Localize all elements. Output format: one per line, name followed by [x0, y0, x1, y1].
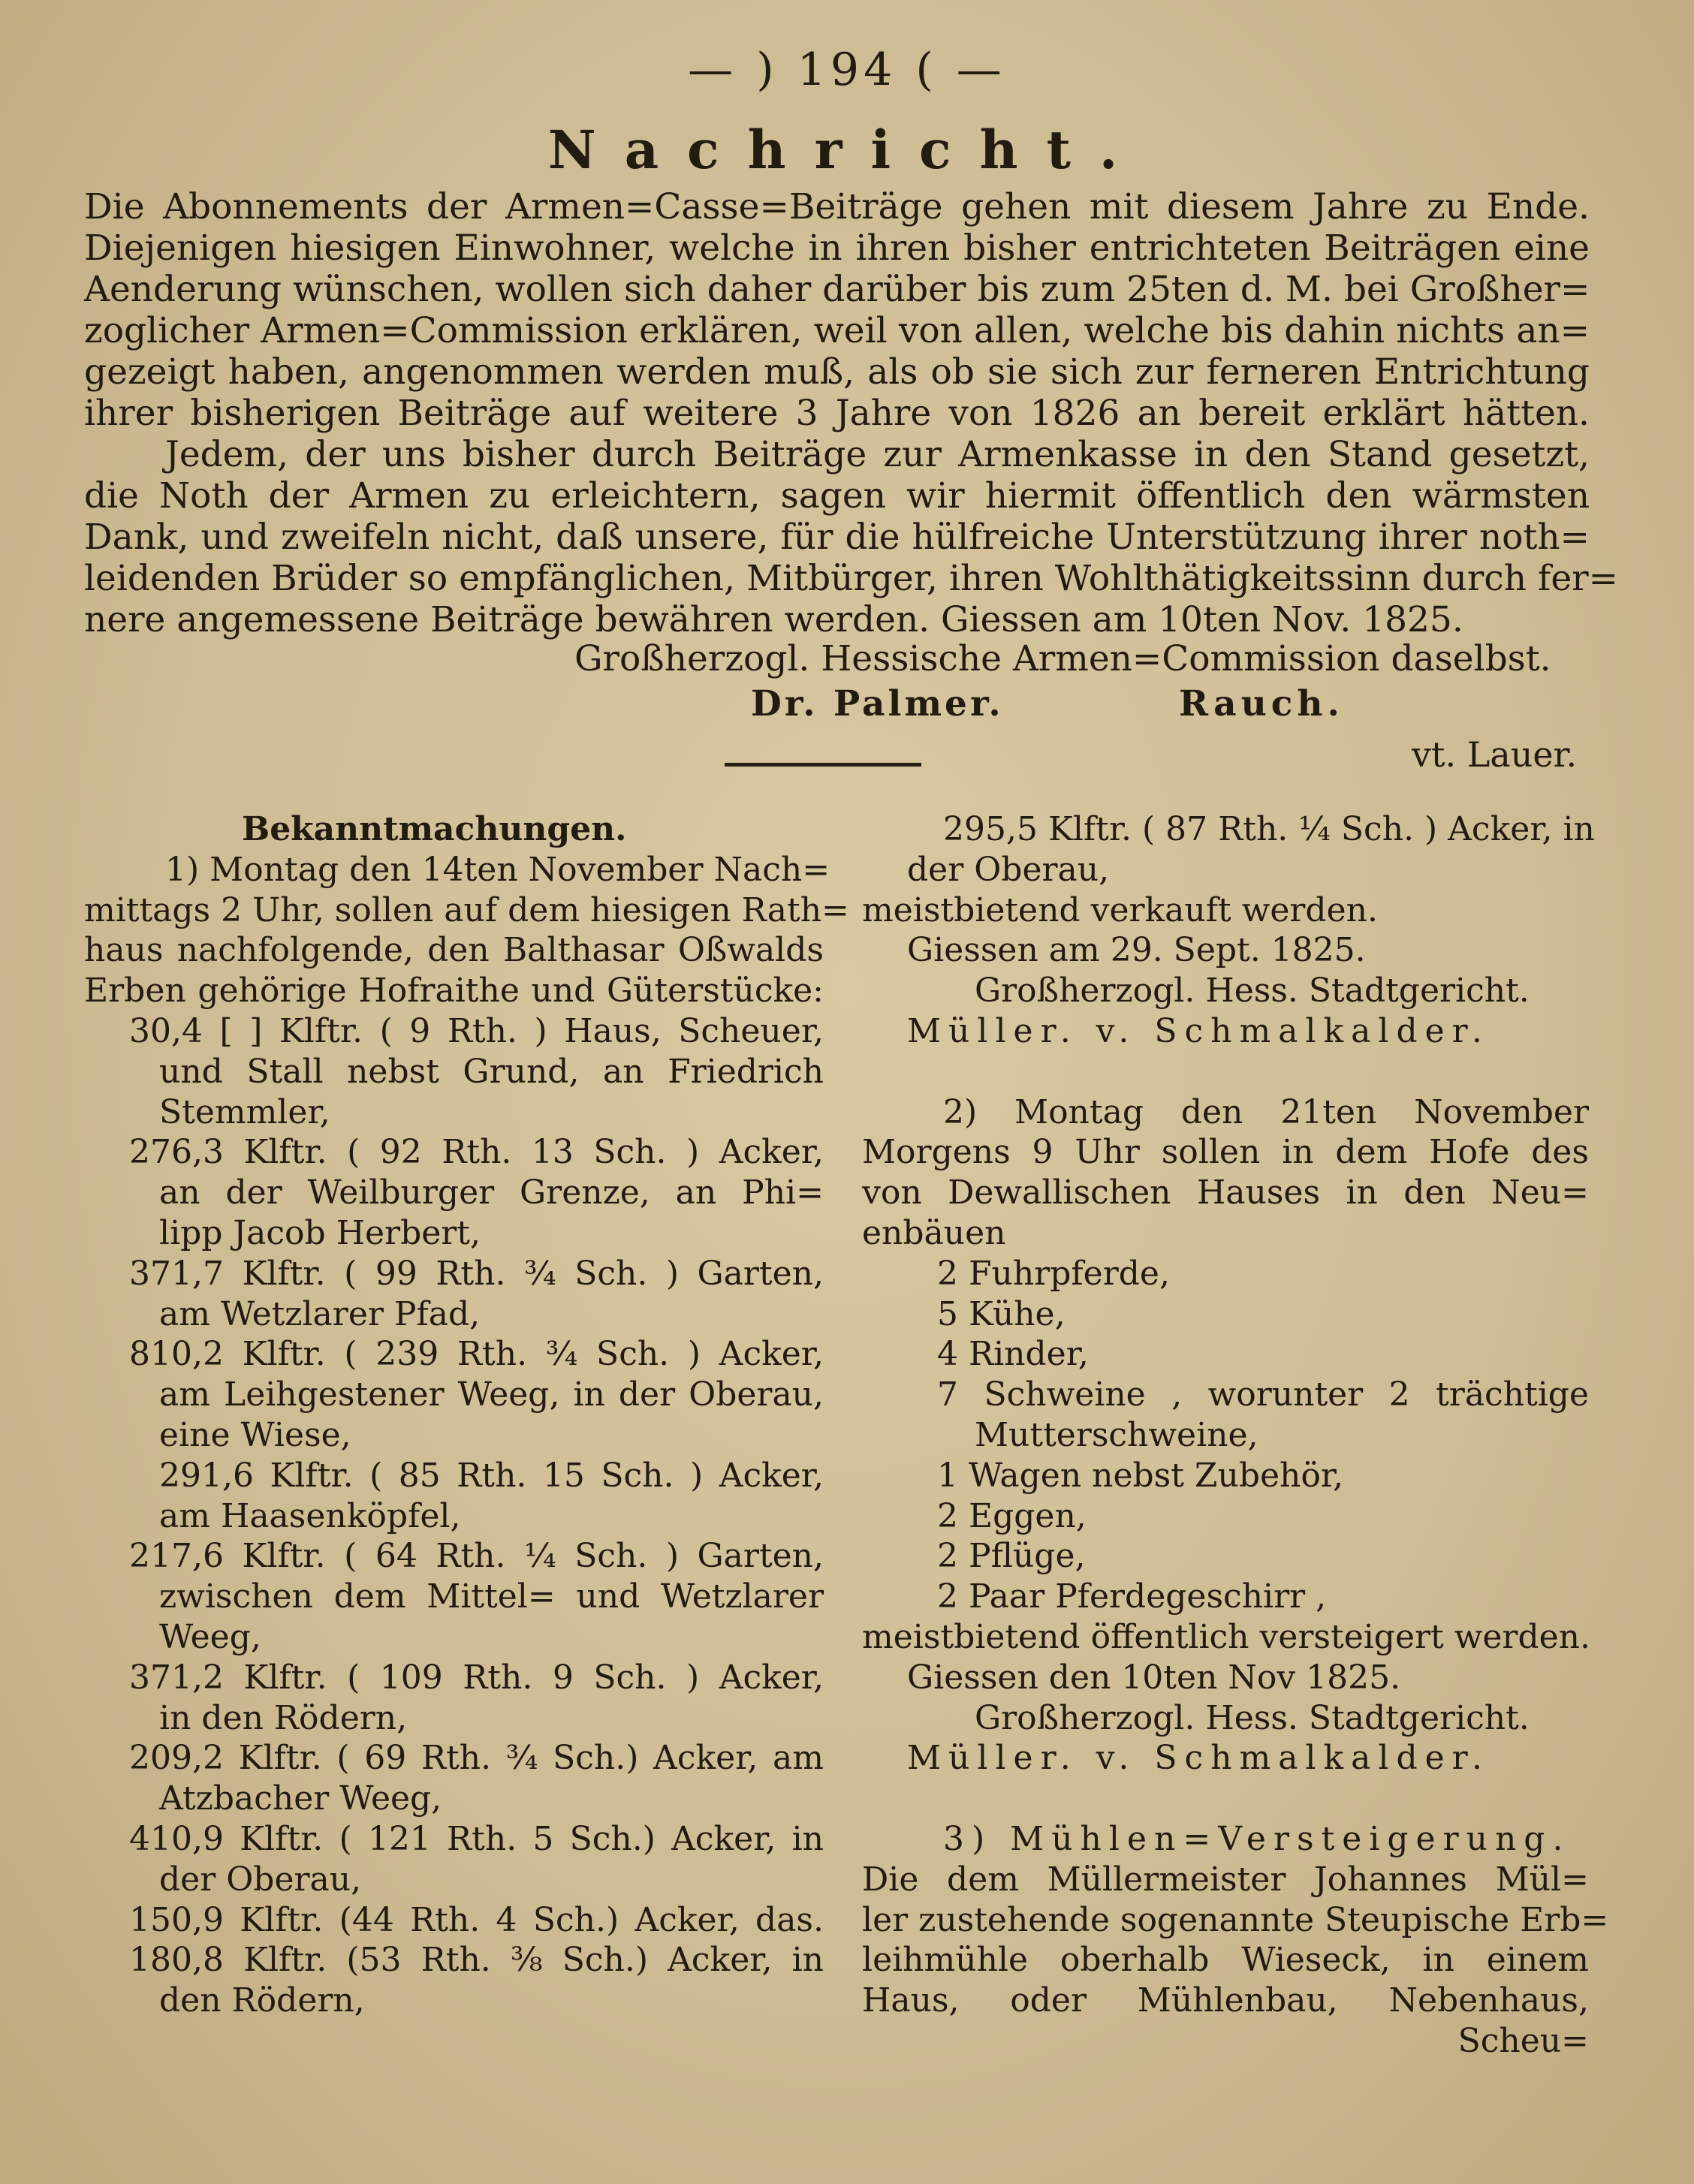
list-item: 1 Wagen nebst Zubehör, — [937, 1456, 1344, 1495]
signer-palmer: Dr. Palmer. — [751, 683, 1004, 724]
notice-line: gezeigt haben, angenommen werden muß, als ob sie sich zur ferneren Entrichtung — [84, 351, 1590, 393]
text-line: Scheu= — [1457, 2021, 1589, 2060]
notice-line: die Noth der Armen zu erleichtern, sagen wir hiermit öffentlich den wärmsten — [84, 475, 1590, 517]
text-line: Erben gehörige Hofraithe und Güterstücke: — [84, 972, 824, 1011]
notice-line: nere angemessene Beiträge bewähren werden. Giessen am 10ten Nov. 1825. — [84, 599, 1463, 640]
text-line: Die dem Müllermeister Johannes Mül= — [862, 1860, 1589, 1899]
notice-line: Dank, und zweifeln nicht, daß unsere, für die hülfreiche Unterstützung ihrer noth= — [84, 517, 1590, 558]
text-line: 150,9 Klftr. (44 Rth. 4 Sch.) Acker, das. — [129, 1900, 824, 1939]
court-signers: Müller. v. Schmalkalder. — [907, 1011, 1490, 1050]
court-name: Großherzogl. Hess. Stadtgericht. — [975, 1698, 1530, 1737]
text-line: 371,2 Klftr. ( 109 Rth. 9 Sch. ) Acker, — [129, 1658, 824, 1697]
notice-line: leidenden Brüder so empfänglichen, Mitbürger, ihren Wohlthätigkeitssinn durch fer= — [84, 558, 1618, 599]
text-line: haus nachfolgende, den Balthasar Oßwalds — [84, 931, 824, 970]
list-item: 2 Pflüge, — [937, 1537, 1086, 1576]
text-line: am Leihgestener Weeg, in der Oberau, — [159, 1375, 824, 1414]
text-line: Giessen den 10ten Nov 1825. — [907, 1658, 1401, 1697]
court-signers: Müller. v. Schmalkalder. — [907, 1739, 1490, 1778]
text-line: an der Weilburger Grenze, an Phi= — [159, 1173, 824, 1212]
text-line: Weeg, — [159, 1617, 261, 1656]
notice-line: Jedem, der uns bisher durch Beiträge zur Armenkasse in den Stand gesetzt, — [165, 434, 1590, 475]
text-line: Atzbacher Weeg, — [159, 1779, 442, 1818]
section-heading: Bekanntmachungen. — [242, 810, 627, 848]
page-number: — ) 194 ( — — [688, 44, 1006, 96]
text-line: am Wetzlarer Pfad, — [159, 1294, 481, 1333]
signature-office: Großherzogl. Hessische Armen=Commission daselbst. — [574, 638, 1551, 679]
text-line: ler zustehende sogenannte Steupische Erb= — [862, 1900, 1609, 1939]
text-line: 30,4 [ ] Klftr. ( 9 Rth. ) Haus, Scheuer, — [129, 1011, 824, 1050]
text-line: meistbietend öffentlich versteigert werden. — [862, 1617, 1590, 1656]
list-item: 2 Paar Pferdegeschirr , — [937, 1577, 1327, 1616]
text-line: 1) Montag den 14ten November Nach= — [165, 850, 830, 889]
list-item: 4 Rinder, — [937, 1335, 1089, 1374]
list-item: Mutterschweine, — [975, 1415, 1258, 1454]
notice-body — [84, 186, 1618, 640]
text-line: in den Rödern, — [159, 1698, 408, 1737]
text-line: 371,7 Klftr. ( 99 Rth. ¾ Sch. ) Garten, — [129, 1254, 824, 1293]
text-line: von Dewallischen Hauses in den Neu= — [862, 1173, 1589, 1212]
text-line: 217,6 Klftr. ( 64 Rth. ¼ Sch. ) Garten, — [129, 1537, 824, 1576]
text-line: 291,6 Klftr. ( 85 Rth. 15 Sch. ) Acker, — [159, 1456, 824, 1495]
text-line: 2) Montag den 21ten November — [943, 1092, 1589, 1131]
court-name: Großherzogl. Hess. Stadtgericht. — [975, 972, 1530, 1011]
text-line: 810,2 Klftr. ( 239 Rth. ¾ Sch. ) Acker, — [129, 1335, 824, 1374]
text-line: am Haasenköpfel, — [159, 1496, 461, 1535]
notice-line: zoglicher Armen=Commission erklären, weil von allen, welche bis dahin nichts an= — [84, 310, 1590, 351]
text-line: zwischen dem Mittel= und Wetzlarer — [159, 1577, 824, 1616]
notice-line: Diejenigen hiesigen Einwohner, welche in ihren bisher entrichteten Beiträgen eine — [84, 227, 1590, 269]
signer-rauch: Rauch. — [1179, 683, 1344, 724]
text-line: den Rödern, — [159, 1981, 365, 2020]
text-line: Giessen am 29. Sept. 1825. — [907, 931, 1366, 970]
text-line: lipp Jacob Herbert, — [159, 1213, 481, 1252]
list-item: 2 Eggen, — [937, 1496, 1087, 1535]
list-item: 5 Kühe, — [937, 1294, 1066, 1333]
notice-line: ihrer bisherigen Beiträge auf weitere 3 Jahre von 1826 an bereit erklärt hätten. — [84, 393, 1590, 434]
text-line: der Oberau, — [159, 1860, 362, 1899]
text-line: 295,5 Klftr. ( 87 Rth. ¼ Sch. ) Acker, in — [943, 810, 1595, 848]
text-line: Morgens 9 Uhr sollen in dem Hofe des — [862, 1133, 1589, 1172]
text-line: und Stall nebst Grund, an Friedrich — [159, 1052, 824, 1091]
text-line: 180,8 Klftr. (53 Rth. ⅜ Sch.) Acker, in — [129, 1941, 824, 1980]
text-line: Haus, oder Mühlenbau, Nebenhaus, — [862, 1981, 1589, 2020]
list-item: 2 Fuhrpferde, — [937, 1254, 1170, 1293]
text-line: meistbietend verkauft werden. — [862, 890, 1378, 929]
text-line: Stemmler, — [159, 1092, 330, 1131]
section-divider — [725, 763, 921, 767]
left-column — [84, 809, 849, 2021]
text-line: leihmühle oberhalb Wieseck, in einem — [862, 1941, 1589, 1980]
notice-line: Die Abonnements der Armen=Casse=Beiträge gehen mit diesem Jahre zu Ende. — [84, 186, 1590, 227]
text-line: mittags 2 Uhr, sollen auf dem hiesigen Rath= — [84, 890, 849, 929]
list-item: 7 Schweine , worunter 2 trächtige — [937, 1375, 1589, 1414]
text-line: 209,2 Klftr. ( 69 Rth. ¾ Sch.) Acker, am — [129, 1739, 824, 1778]
text-line: 410,9 Klftr. ( 121 Rth. 5 Sch.) Acker, in — [129, 1819, 824, 1858]
notice-line: Aenderung wünschen, wollen sich daher darüber bis zum 25ten d. M. bei Großher= — [84, 269, 1590, 310]
section-heading: 3) Mühlen=Versteigerung. — [943, 1819, 1571, 1858]
text-line: enbäuen — [862, 1213, 1006, 1252]
notice-title: Nachricht. — [547, 119, 1147, 181]
text-line: eine Wiese, — [159, 1415, 351, 1454]
signer-lauer: vt. Lauer. — [1412, 734, 1578, 775]
text-line: 276,3 Klftr. ( 92 Rth. 13 Sch. ) Acker, — [129, 1133, 824, 1172]
text-line: der Oberau, — [907, 850, 1110, 889]
right-column — [862, 809, 1609, 2062]
